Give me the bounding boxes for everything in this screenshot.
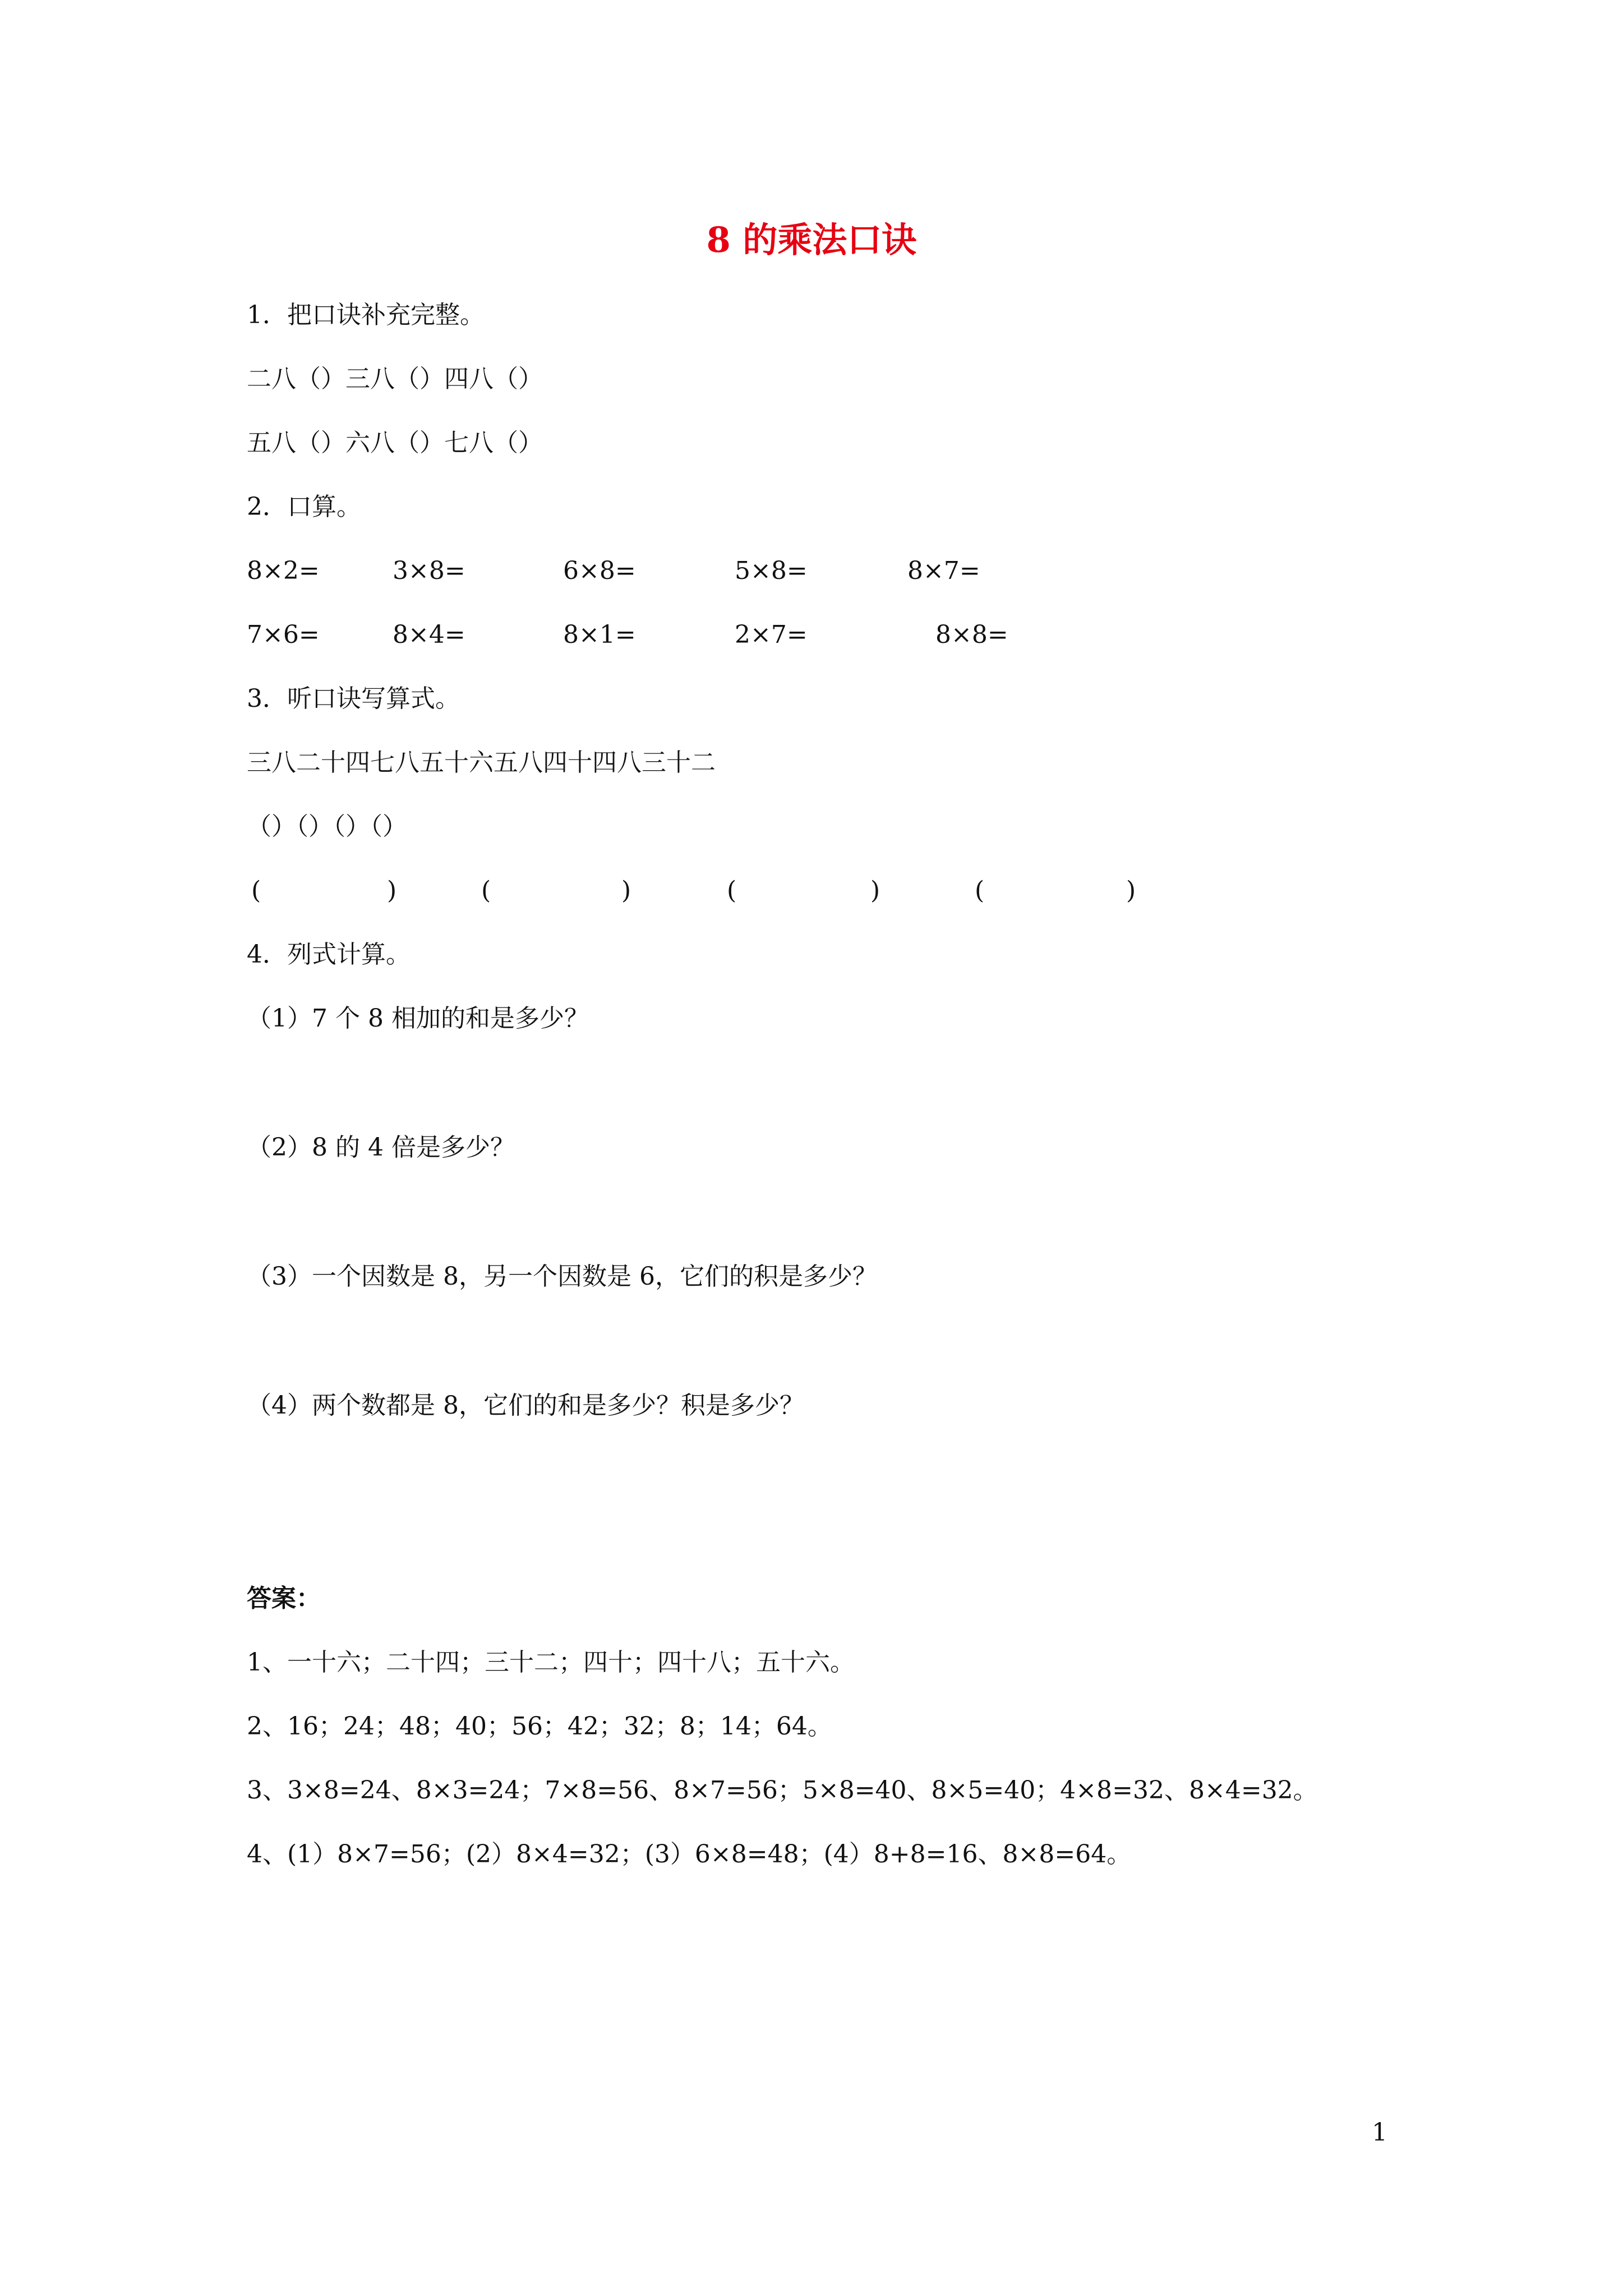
- q2-problem: 6×8=: [563, 556, 636, 585]
- blank-close-paren: ): [621, 876, 631, 905]
- q2-problem: 3×8=: [393, 556, 465, 585]
- q2-problem: 2×7=: [735, 620, 808, 649]
- q1-row-1: 二八（）三八（）四八（）: [247, 365, 543, 393]
- answer-line: 4、(1）8×7=56；(2）8×4=32；(3）6×8=48；(4）8+8=16、8×8=64。: [247, 1840, 1132, 1869]
- blank-open-paren: (: [481, 876, 491, 905]
- q1-heading: 1．把口诀补充完整。: [247, 301, 485, 329]
- q2-problem: 8×1=: [563, 620, 636, 649]
- q4-heading: 4．列式计算。: [247, 940, 411, 969]
- q2-problem: 8×2=: [247, 556, 320, 585]
- q1-row-2: 五八（）六八（）七八（）: [247, 429, 543, 457]
- q2-heading: 2．口算。: [247, 493, 361, 521]
- answer-line: 1、一十六；二十四；三十二；四十；四十八；五十六。: [247, 1648, 855, 1677]
- q2-problem: 8×4=: [393, 620, 465, 649]
- q4-item: （1）7 个 8 相加的和是多少？: [247, 1004, 589, 1033]
- blank-open-paren: (: [727, 876, 737, 905]
- page-title: 8 的乘法口诀: [706, 219, 917, 260]
- q2-problem: 8×8=: [935, 620, 1008, 649]
- answer-line: 2、16；24；48；40；56；42；32；8；14；64。: [247, 1712, 832, 1741]
- blank-close-paren: ): [1126, 876, 1136, 905]
- q3-heading: 3．听口诀写算式。: [247, 684, 460, 713]
- q4-item: （3）一个因数是 8，另一个因数是 6，它们的积是多少？: [247, 1262, 877, 1291]
- page-number: 1: [1372, 2118, 1387, 2147]
- blank-open-paren: (: [975, 876, 985, 905]
- answers-heading: 答案：: [247, 1584, 321, 1613]
- q2-problem: 8×7=: [907, 556, 980, 585]
- q4-item: （2）8 的 4 倍是多少？: [247, 1133, 515, 1162]
- q2-problem: 5×8=: [735, 556, 808, 585]
- answer-line: 3、3×8=24、8×3=24；7×8=56、8×7=56；5×8=40、8×5=40；4×8=32、8×4=32。: [247, 1776, 1318, 1805]
- q4-item: （4）两个数都是 8，它们的和是多少？积是多少？: [247, 1391, 804, 1420]
- q3-chant: 三八二十四七八五十六五八四十四八三十二: [247, 748, 716, 777]
- blank-open-paren: (: [251, 876, 261, 905]
- blank-close-paren: ): [870, 876, 880, 905]
- blank-close-paren: ): [387, 876, 397, 905]
- q3-blanks-short: （）（）（）（）: [247, 812, 407, 841]
- q2-problem: 7×6=: [247, 620, 320, 649]
